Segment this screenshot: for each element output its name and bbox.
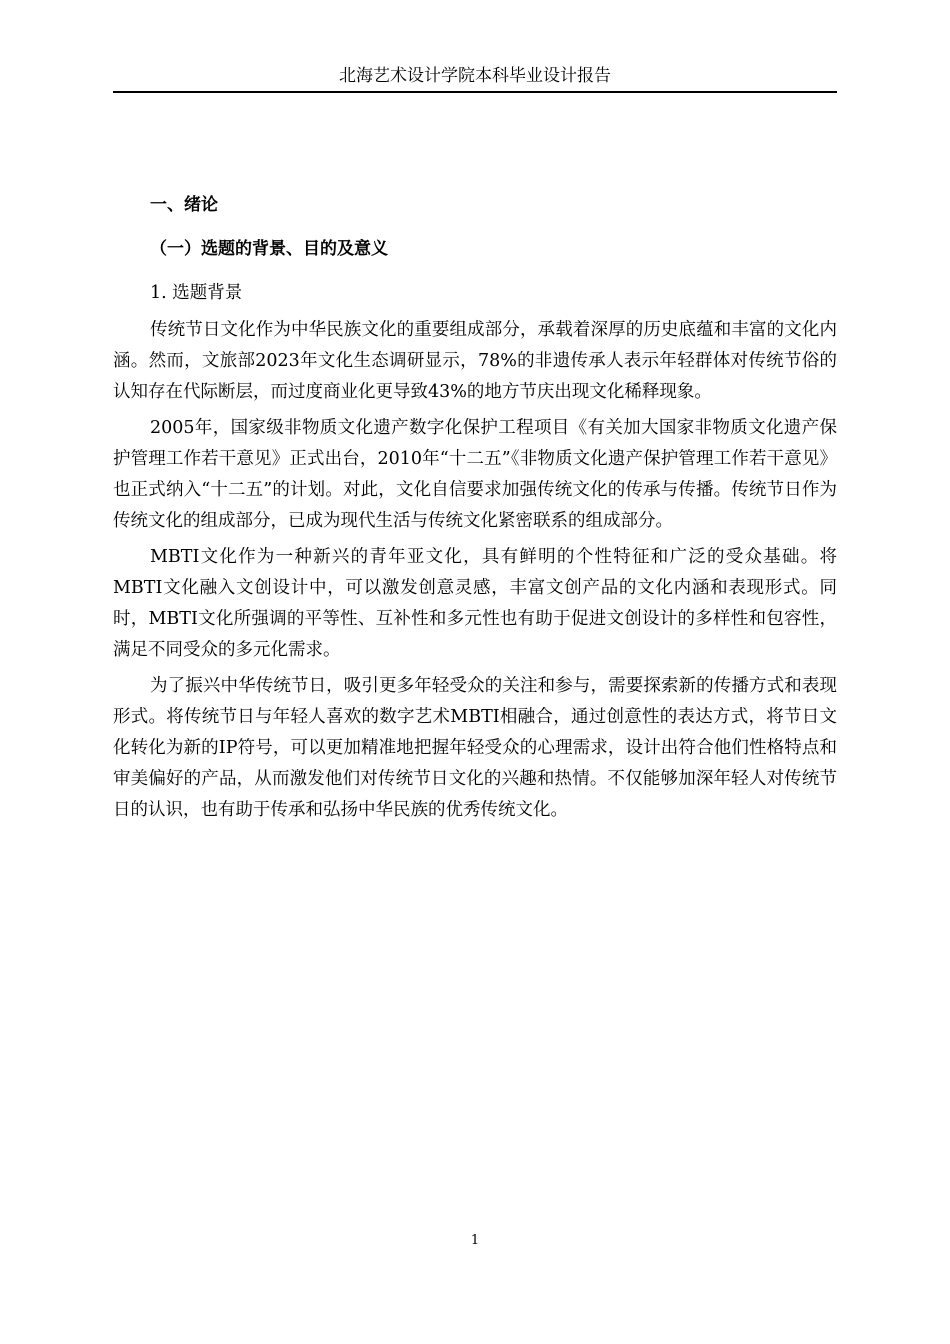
page-number: 1: [470, 1233, 480, 1248]
subsection-heading: 1. 选题背景: [150, 283, 243, 303]
body-paragraph: 2005年，国家级非物质文化遗产数字化保护工程项目《有关加大国家非物质文化遗产保护管理工作若干意见》正式出台，2010年“十二五”《非物质文化遗产保护管理工作若干意见》也正式纳入“十二五”的计划。对此，文化自信要求加强传统文化的传承与传播。传统节日作为传统文化的组成部分，已成为现代生活与传统文化紧密联系的组成部分。: [113, 418, 837, 531]
body-paragraph: 传统节日文化作为中华民族文化的重要组成部分，承载着深厚的历史底蕴和丰富的文化内涵。然而，文旅部2023年文化生态调研显示，78%的非遗传承人表示年轻群体对传统节俗的认知存在代际断层，而过度商业化更导致43%的地方节庆出现文化稀释现象。: [113, 320, 837, 402]
header-divider: [113, 91, 837, 93]
document-body: [113, 190, 837, 826]
body-paragraph: MBTI文化作为一种新兴的青年亚文化，具有鲜明的个性特征和广泛的受众基础。将MBTI文化融入文创设计中，可以激发创意灵感，丰富文创产品的文化内涵和表现形式。同时，MBTI文化所强调的平等性、互补性和多元性也有助于促进文创设计的多样性和包容性，满足不同受众的多元化需求。: [113, 547, 837, 660]
page-header: 北海艺术设计学院本科毕业设计报告: [339, 66, 611, 86]
body-paragraph: 为了振兴中华传统节日，吸引更多年轻受众的关注和参与，需要探索新的传播方式和表现形式。将传统节日与年轻人喜欢的数字艺术MBTI相融合，通过创意性的表达方式，将节日文化转化为新的IP符号，可以更加精准地把握年轻受众的心理需求，设计出符合他们性格特点和审美偏好的产品，从而激发他们对传统节日文化的兴趣和热情。不仅能够加深年轻人对传统节日的认识，也有助于传承和弘扬中华民族的优秀传统文化。: [113, 676, 837, 820]
chapter-heading: 一、绪论: [150, 195, 218, 215]
section-heading: （一）选题的背景、目的及意义: [150, 239, 388, 259]
